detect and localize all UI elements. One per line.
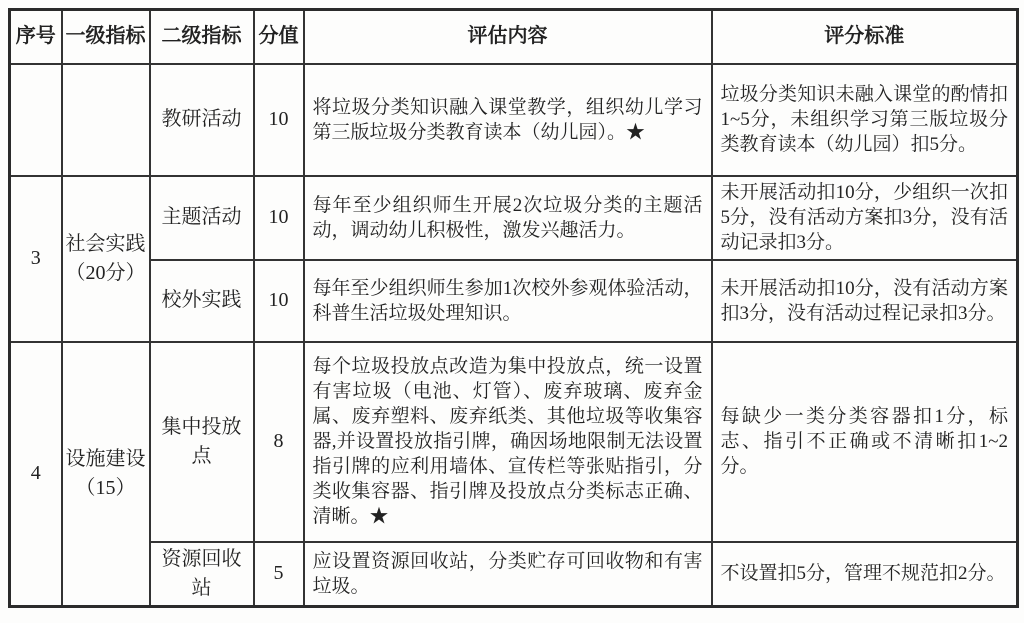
table-row bbox=[10, 176, 1018, 260]
cell-primary-indicator bbox=[62, 64, 150, 176]
col-standard: 评分标准 bbox=[712, 10, 1018, 64]
col-primary-indicator: 一级指标 bbox=[62, 10, 150, 64]
cell-secondary-indicator: 集中投放点 bbox=[150, 342, 254, 542]
cell-secondary-indicator: 主题活动 bbox=[150, 176, 254, 260]
table-row bbox=[10, 260, 1018, 342]
cell-content: 每个垃圾投放点改造为集中投放点，统一设置有害垃圾（电池、灯管）、废弃玻璃、废弃金属、废弃塑料、废弃纸类、其他垃圾等收集容器,并设置投放指引牌，确因场地限制无法设置指引牌的应利用墙体、宣传栏等张贴指引，分类收集容器、指引牌及投放点分类标志正确、清晰。★ bbox=[304, 342, 712, 542]
cell-serial bbox=[10, 64, 62, 176]
cell-secondary-indicator: 教研活动 bbox=[150, 64, 254, 176]
col-serial: 序号 bbox=[10, 10, 62, 64]
col-content: 评估内容 bbox=[304, 10, 712, 64]
cell-content: 将垃圾分类知识融入课堂教学，组织幼儿学习第三版垃圾分类教育读本（幼儿园）。★ bbox=[304, 64, 712, 176]
cell-score: 8 bbox=[254, 342, 304, 542]
cell-standard: 不设置扣5分，管理不规范扣2分。 bbox=[712, 542, 1018, 607]
evaluation-criteria-table bbox=[8, 8, 1019, 608]
cell-standard: 未开展活动扣10分，没有活动方案扣3分，没有活动过程记录扣3分。 bbox=[712, 260, 1018, 342]
cell-serial: 3 bbox=[10, 176, 62, 342]
table-row bbox=[10, 342, 1018, 542]
col-score: 分值 bbox=[254, 10, 304, 64]
table-row bbox=[10, 64, 1018, 176]
cell-standard: 垃圾分类知识未融入课堂的酌情扣1~5分，未组织学习第三版垃圾分类教育读本（幼儿园）扣5分。 bbox=[712, 64, 1018, 176]
cell-primary-indicator: 设施建设（15） bbox=[62, 342, 150, 607]
cell-secondary-indicator: 校外实践 bbox=[150, 260, 254, 342]
table-row bbox=[10, 542, 1018, 607]
cell-serial: 4 bbox=[10, 342, 62, 607]
table-header-row bbox=[10, 10, 1018, 64]
cell-primary-indicator: 社会实践（20分） bbox=[62, 176, 150, 342]
cell-score: 10 bbox=[254, 64, 304, 176]
cell-content: 每年至少组织师生参加1次校外参观体验活动，科普生活垃圾处理知识。 bbox=[304, 260, 712, 342]
cell-score: 10 bbox=[254, 260, 304, 342]
cell-score: 5 bbox=[254, 542, 304, 607]
cell-score: 10 bbox=[254, 176, 304, 260]
cell-standard: 每缺少一类分类容器扣1分，标志、指引不正确或不清晰扣1~2分。 bbox=[712, 342, 1018, 542]
cell-content: 每年至少组织师生开展2次垃圾分类的主题活动，调动幼儿积极性，激发兴趣活力。 bbox=[304, 176, 712, 260]
cell-content: 应设置资源回收站，分类贮存可回收物和有害垃圾。 bbox=[304, 542, 712, 607]
cell-secondary-indicator: 资源回收站 bbox=[150, 542, 254, 607]
col-secondary-indicator: 二级指标 bbox=[150, 10, 254, 64]
cell-standard: 未开展活动扣10分，少组织一次扣5分，没有活动方案扣3分，没有活动记录扣3分。 bbox=[712, 176, 1018, 260]
